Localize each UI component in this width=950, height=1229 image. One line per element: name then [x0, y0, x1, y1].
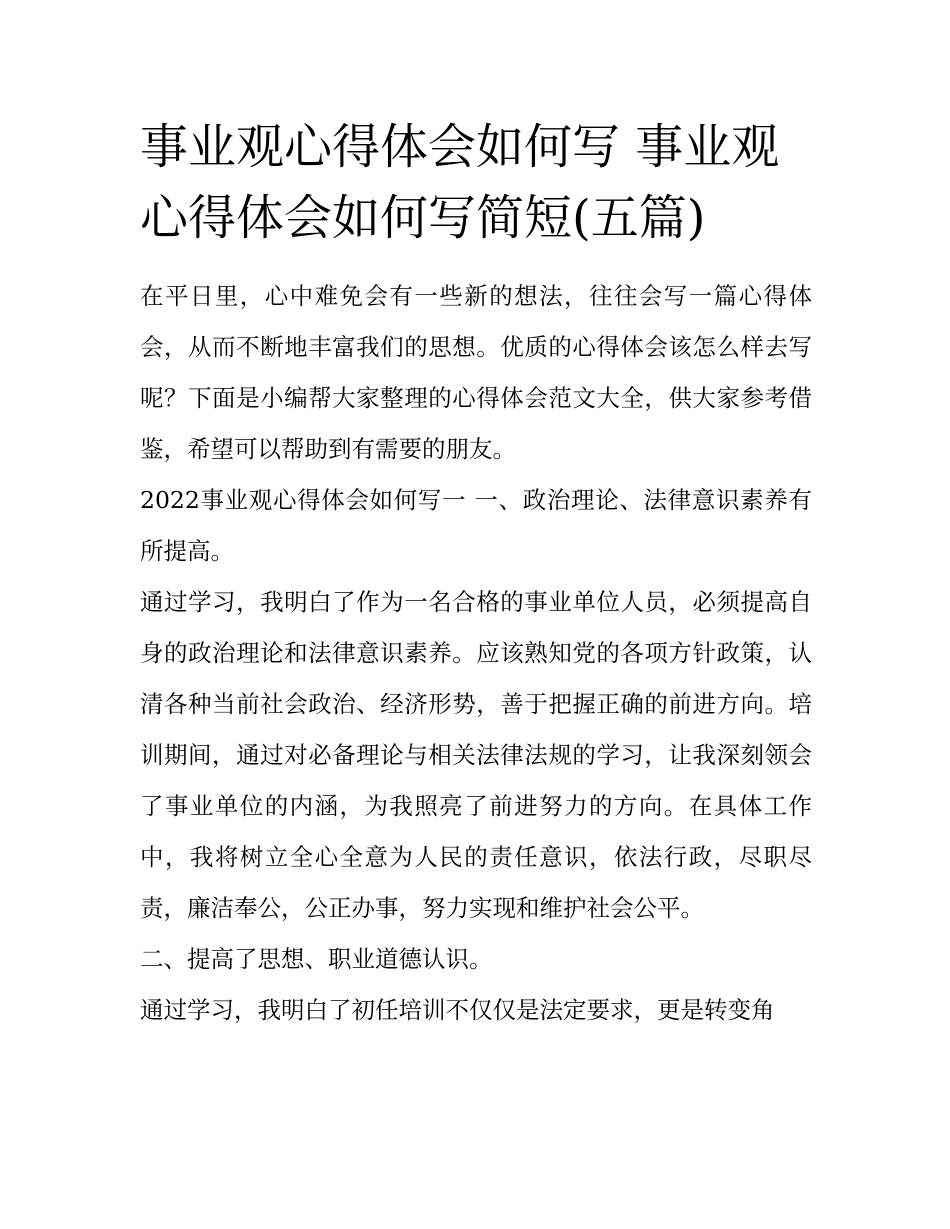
section-two-heading: 二、提高了思想、职业道德认识。 — [140, 945, 493, 973]
section-one-heading: 2022事业观心得体会如何写一 一、政治理论、法律意识素养有所提高。 — [140, 486, 812, 565]
section-two-body: 通过学习，我明白了初任培训不仅仅是法定要求，更是转变角 — [140, 996, 775, 1024]
section-one-body: 通过学习，我明白了作为一名合格的事业单位人员，必须提高自身的政治理论和法律意识素养。应该熟知党的各项方针政策，认清各种当前社会政治、经济形势，善于把握正确的前进方向。培训期间，通过对必备理论与相关法律法规的学习，让我深刻领会了事业单位的内涵，为我照亮了前进努力的方向。在具体工作中，我将树立全心全意为人民的责任意识，依法行政，尽职尽责，廉洁奉公，公正办事，努力实现和维护社会公平。 — [140, 588, 812, 922]
document-page — [140, 112, 812, 1036]
document-title: 事业观心得体会如何写 事业观心得体会如何写简短(五篇) — [140, 119, 780, 246]
intro-paragraph: 在平日里，心中难免会有一些新的想法，往往会写一篇心得体会，从而不断地丰富我们的思想。优质的心得体会该怎么样去写呢？下面是小编帮大家整理的心得体会范文大全，供大家参考借鉴，希望可以帮助到有需要的朋友。 — [140, 282, 812, 463]
